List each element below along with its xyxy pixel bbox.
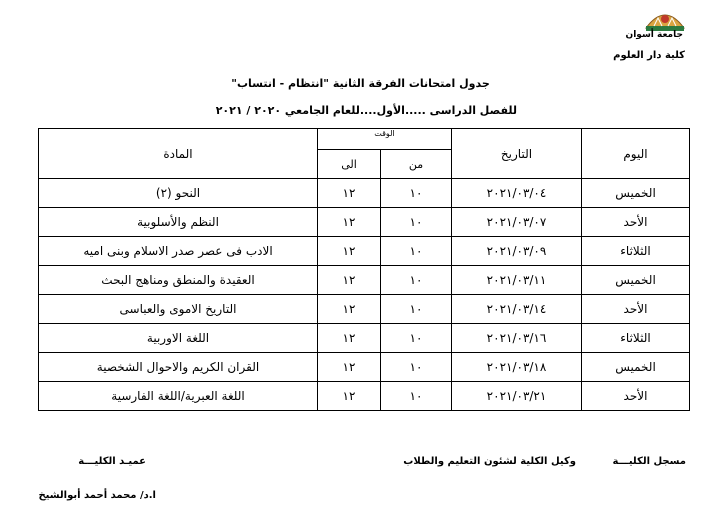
vice-dean-signature-label: وكيل الكلية لشئون التعليم والطلاب bbox=[403, 456, 576, 467]
cell-from: ١٠ bbox=[381, 179, 452, 208]
cell-from: ١٠ bbox=[381, 382, 452, 411]
cell-day: الخميس bbox=[582, 179, 690, 208]
table-row bbox=[39, 295, 690, 324]
table-row bbox=[39, 237, 690, 266]
table-row bbox=[39, 179, 690, 208]
cell-day: الأحد bbox=[582, 382, 690, 411]
dean-name: ا.د/ محمد أحمد أبوالشيخ bbox=[38, 490, 156, 501]
cell-date: ٢٠٢١/٠٣/٢١ bbox=[452, 382, 582, 411]
registrar-signature-label: مسجل الكليـــة bbox=[612, 456, 686, 467]
cell-day: الثلاثاء bbox=[582, 237, 690, 266]
cell-day: الثلاثاء bbox=[582, 324, 690, 353]
cell-from: ١٠ bbox=[381, 295, 452, 324]
cell-date: ٢٠٢١/٠٣/١٦ bbox=[452, 324, 582, 353]
cell-date: ٢٠٢١/٠٣/٠٤ bbox=[452, 179, 582, 208]
cell-day: الأحد bbox=[582, 295, 690, 324]
cell-date: ٢٠٢١/٠٣/١١ bbox=[452, 266, 582, 295]
faculty-name: كلية دار العلوم bbox=[613, 50, 685, 61]
cell-to: ١٢ bbox=[318, 353, 381, 382]
table-row bbox=[39, 382, 690, 411]
cell-subject: العقيدة والمنطق ومناهج البحث bbox=[39, 266, 318, 295]
cell-to: ١٢ bbox=[318, 266, 381, 295]
cell-subject: اللغة العبرية/اللغة الفارسية bbox=[39, 382, 318, 411]
cell-date: ٢٠٢١/٠٣/٠٧ bbox=[452, 208, 582, 237]
document-title: جدول امتحانات الفرقة الثانية "انتظام - انتساب" bbox=[231, 77, 490, 90]
cell-day: الأحد bbox=[582, 208, 690, 237]
document-subtitle: للفصل الدراسى .....الأول....للعام الجامعي ٢٠٢٠ / ٢٠٢١ bbox=[215, 104, 517, 117]
cell-from: ١٠ bbox=[381, 208, 452, 237]
header-to: الى bbox=[318, 150, 381, 179]
cell-from: ١٠ bbox=[381, 237, 452, 266]
cell-from: ١٠ bbox=[381, 266, 452, 295]
cell-date: ٢٠٢١/٠٣/١٨ bbox=[452, 353, 582, 382]
cell-to: ١٢ bbox=[318, 295, 381, 324]
header-day: اليوم bbox=[582, 129, 690, 179]
cell-subject: الادب فى عصر صدر الاسلام وبنى اميه bbox=[39, 237, 318, 266]
cell-subject: النظم والأسلوبية bbox=[39, 208, 318, 237]
header-subject: المادة bbox=[39, 129, 318, 179]
table-row bbox=[39, 208, 690, 237]
dean-signature-label: عميـد الكليـــة bbox=[78, 456, 146, 467]
table-row bbox=[39, 324, 690, 353]
cell-to: ١٢ bbox=[318, 237, 381, 266]
cell-from: ١٠ bbox=[381, 353, 452, 382]
cell-subject: النحو (٢) bbox=[39, 179, 318, 208]
cell-day: الخميس bbox=[582, 353, 690, 382]
table-row bbox=[39, 353, 690, 382]
cell-date: ٢٠٢١/٠٣/١٤ bbox=[452, 295, 582, 324]
university-name: جامعة أسوان bbox=[625, 30, 683, 40]
cell-date: ٢٠٢١/٠٣/٠٩ bbox=[452, 237, 582, 266]
header-time: الوقت bbox=[318, 129, 452, 150]
cell-from: ١٠ bbox=[381, 324, 452, 353]
cell-to: ١٢ bbox=[318, 208, 381, 237]
cell-subject: التاريخ الاموى والعباسى bbox=[39, 295, 318, 324]
cell-day: الخميس bbox=[582, 266, 690, 295]
header-date: التاريخ bbox=[452, 129, 582, 179]
exam-schedule-table bbox=[38, 128, 690, 411]
cell-to: ١٢ bbox=[318, 324, 381, 353]
cell-to: ١٢ bbox=[318, 179, 381, 208]
cell-subject: اللغة الاوربية bbox=[39, 324, 318, 353]
header-from: من bbox=[381, 150, 452, 179]
table-row bbox=[39, 266, 690, 295]
cell-subject: القران الكريم والاحوال الشخصية bbox=[39, 353, 318, 382]
cell-to: ١٢ bbox=[318, 382, 381, 411]
